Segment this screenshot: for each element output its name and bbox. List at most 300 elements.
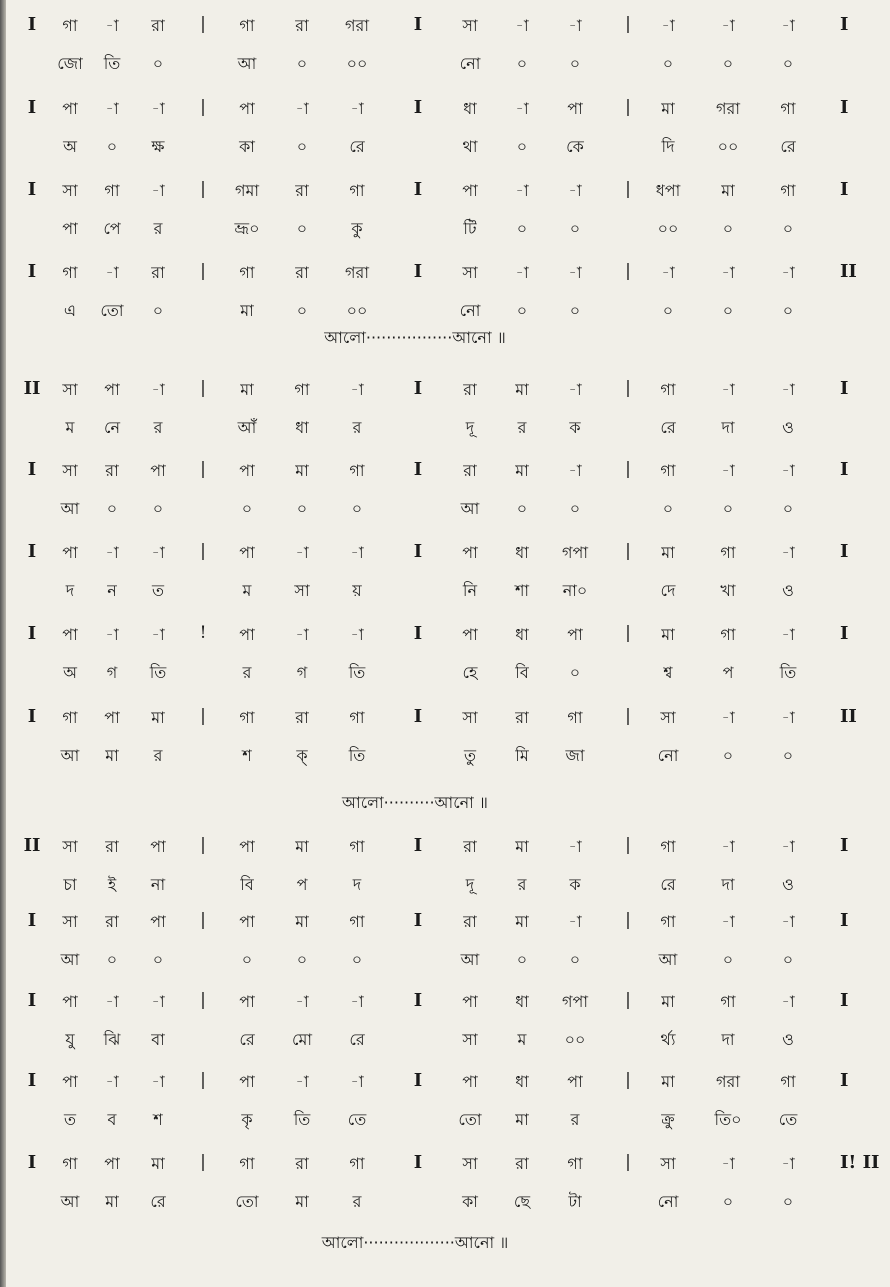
lyric-syllable: টি	[463, 219, 477, 238]
swara-note: গা	[239, 708, 255, 727]
lyric-syllable: তি	[779, 663, 797, 682]
bar-line: |	[625, 990, 631, 1010]
lyric-syllable: ০	[152, 301, 164, 320]
swara-note: মা	[295, 837, 309, 856]
lyric-syllable: ০	[516, 301, 528, 320]
bar-line: I	[27, 14, 37, 35]
lyric-syllable: ০	[722, 219, 734, 238]
lyric-syllable: ম	[65, 418, 75, 437]
swara-note: রা	[105, 461, 119, 480]
swara-note: -া	[105, 625, 119, 644]
swara-note: পা	[462, 1072, 478, 1091]
lyric-syllable: ০	[516, 137, 528, 156]
swara-note: রা	[295, 181, 309, 200]
bar-line: |	[625, 623, 631, 643]
lyric-syllable: মা	[295, 1192, 309, 1211]
bar-line: I	[27, 1152, 37, 1173]
swara-note: ধা	[463, 99, 477, 118]
swara-note: -া	[151, 380, 165, 399]
swara-note: গা	[349, 181, 365, 200]
lyric-syllable: তি	[293, 1110, 311, 1129]
lyric-syllable: মি	[515, 746, 529, 765]
swara-note: -া	[781, 16, 795, 35]
swara-note: গা	[62, 708, 78, 727]
swara-note: ধা	[515, 992, 529, 1011]
bar-line: I	[27, 910, 37, 931]
swara-note: -া	[568, 16, 582, 35]
bar-line: |	[200, 459, 206, 479]
swara-note: পা	[239, 992, 255, 1011]
lyric-syllable: দা	[721, 1030, 735, 1049]
swara-note: গা	[780, 1072, 796, 1091]
bar-line: |	[200, 990, 206, 1010]
swara-note: -া	[295, 625, 309, 644]
lyric-syllable: কা	[239, 137, 255, 156]
swara-note: সা	[62, 380, 78, 399]
bar-line: |	[625, 14, 631, 34]
lyric-syllable: ০	[782, 1192, 794, 1211]
swara-note: রা	[463, 380, 477, 399]
swara-note: পা	[104, 708, 120, 727]
swara-note: -া	[350, 543, 364, 562]
swara-note: -া	[151, 992, 165, 1011]
swara-note: পা	[462, 181, 478, 200]
lyric-syllable: তি	[103, 54, 121, 73]
swara-note: -া	[105, 263, 119, 282]
swara-note: গা	[62, 1154, 78, 1173]
lyric-syllable: অ	[63, 663, 77, 682]
swara-note: মা	[515, 461, 529, 480]
bar-line: I	[27, 179, 37, 200]
lyric-syllable: গ	[296, 663, 308, 682]
lyric-syllable: র	[352, 1192, 362, 1211]
swara-note: মা	[661, 1072, 675, 1091]
bar-line: I	[413, 706, 423, 727]
lyric-syllable: র	[570, 1110, 580, 1129]
lyric-syllable: প	[296, 875, 308, 894]
bar-line: I	[27, 706, 37, 727]
lyric-syllable: কু	[351, 219, 363, 238]
lyric-syllable: ০	[569, 219, 581, 238]
lyric-syllable: ০	[782, 499, 794, 518]
swara-note: মা	[295, 912, 309, 931]
swara-note: গা	[660, 461, 676, 480]
bar-line: |	[625, 378, 631, 398]
lyric-syllable: তি০	[714, 1110, 742, 1129]
lyric-syllable: দা	[721, 418, 735, 437]
lyric-syllable: আ	[460, 499, 480, 518]
lyric-syllable: আ	[60, 1192, 80, 1211]
swara-note: -া	[350, 1072, 364, 1091]
lyric-syllable: মো	[291, 1030, 313, 1049]
swara-note: -া	[781, 1154, 795, 1173]
swara-note: গপা	[562, 543, 588, 562]
lyric-syllable: সা	[294, 581, 310, 600]
lyric-syllable: ধা	[295, 418, 309, 437]
swara-note: পা	[150, 461, 166, 480]
lyric-syllable: ০	[782, 301, 794, 320]
lyric-syllable: ০	[569, 663, 581, 682]
swara-note: -া	[151, 99, 165, 118]
lyric-syllable: রে	[660, 875, 676, 894]
swara-note: পা	[567, 99, 583, 118]
lyric-syllable: ০	[569, 950, 581, 969]
lyric-syllable: দি	[661, 137, 675, 156]
swara-note: সা	[660, 708, 676, 727]
lyric-syllable: জো	[57, 54, 83, 73]
lyric-syllable: র	[153, 418, 163, 437]
swara-note: -া	[781, 837, 795, 856]
bar-line: |	[625, 541, 631, 561]
lyric-syllable: ভ্রূ০	[234, 219, 260, 238]
bar-line: I	[840, 378, 849, 399]
bar-line: I	[413, 14, 423, 35]
swara-note: পা	[239, 1072, 255, 1091]
lyric-syllable: ক্ষ	[151, 137, 165, 156]
swara-note: রা	[151, 263, 165, 282]
lyric-syllable: আ	[237, 54, 257, 73]
bar-line: II	[23, 378, 41, 399]
bar-line: |	[200, 261, 206, 281]
swara-note: ধা	[515, 625, 529, 644]
bar-line: I	[840, 459, 849, 480]
swara-note: -া	[781, 992, 795, 1011]
swara-note: -া	[105, 543, 119, 562]
lyric-syllable: ০	[106, 137, 118, 156]
bar-line: II	[840, 261, 857, 282]
swara-note: গা	[104, 181, 120, 200]
bar-line: !	[199, 623, 207, 643]
swara-note: গা	[720, 625, 736, 644]
swara-note: পা	[239, 461, 255, 480]
lyric-syllable: পে	[103, 219, 121, 238]
swara-note: রা	[515, 1154, 529, 1173]
lyric-syllable: ০	[241, 499, 253, 518]
lyric-syllable: অ	[63, 137, 77, 156]
lyric-syllable: র	[352, 418, 362, 437]
bar-line: I	[840, 910, 849, 931]
lyric-syllable: তি	[348, 746, 366, 765]
lyric-syllable: ম	[242, 581, 252, 600]
lyric-syllable: আ	[460, 950, 480, 969]
swara-note: -া	[105, 992, 119, 1011]
swara-note: -া	[350, 99, 364, 118]
swara-note: -া	[781, 708, 795, 727]
swara-note: -া	[661, 16, 675, 35]
lyric-syllable: কে	[566, 137, 584, 156]
lyric-syllable: র	[517, 418, 527, 437]
bar-line: |	[200, 835, 206, 855]
lyric-syllable: থা	[462, 137, 478, 156]
lyric-syllable: র	[153, 219, 163, 238]
swara-note: মা	[295, 461, 309, 480]
swara-note: গা	[567, 1154, 583, 1173]
bar-line: |	[200, 97, 206, 117]
swara-note: পা	[239, 912, 255, 931]
lyric-syllable: আ	[60, 950, 80, 969]
swara-note: গা	[294, 380, 310, 399]
lyric-syllable: নো	[459, 54, 481, 73]
refrain-line: আলো··········আনো ॥	[342, 793, 488, 812]
bar-line: |	[625, 1070, 631, 1090]
lyric-syllable: এ	[63, 301, 77, 320]
lyric-syllable: ০	[662, 54, 674, 73]
lyric-syllable: মা	[105, 1192, 119, 1211]
bar-line: |	[625, 97, 631, 117]
swara-note: -া	[781, 380, 795, 399]
swara-note: মা	[515, 837, 529, 856]
swara-note: পা	[567, 1072, 583, 1091]
lyric-syllable: ০	[782, 219, 794, 238]
lyric-syllable: তো	[100, 301, 124, 320]
lyric-syllable: ম	[517, 1030, 527, 1049]
refrain-line: আলো··················আনো ॥	[321, 1233, 509, 1252]
lyric-syllable: ০	[722, 1192, 734, 1211]
lyric-syllable: দা	[721, 875, 735, 894]
lyric-syllable: ক্রু	[661, 1110, 675, 1129]
swara-note: গা	[660, 837, 676, 856]
lyric-syllable: ০০	[717, 137, 739, 156]
bar-line: I	[413, 990, 423, 1011]
lyric-syllable: ও	[782, 418, 794, 437]
lyric-syllable: ০	[516, 499, 528, 518]
swara-note: -া	[721, 708, 735, 727]
bar-line: |	[200, 1070, 206, 1090]
bar-line: I	[840, 623, 849, 644]
swara-note: -া	[568, 837, 582, 856]
lyric-syllable: ০	[351, 950, 363, 969]
lyric-syllable: গ	[106, 663, 118, 682]
lyric-syllable: ০	[351, 499, 363, 518]
swara-note: গা	[239, 263, 255, 282]
lyric-syllable: ০০	[657, 219, 679, 238]
lyric-syllable: নো	[657, 746, 679, 765]
lyric-syllable: ই	[107, 875, 117, 894]
swara-note: পা	[462, 625, 478, 644]
lyric-syllable: কৃ	[241, 1110, 253, 1129]
swara-note: -া	[295, 543, 309, 562]
lyric-syllable: তু	[463, 746, 477, 765]
swara-note: সা	[462, 708, 478, 727]
swara-note: গা	[349, 708, 365, 727]
lyric-syllable: র্থ্য	[660, 1030, 676, 1049]
bar-line: I! II	[840, 1152, 880, 1173]
swara-note: রা	[105, 912, 119, 931]
lyric-syllable: দূ	[465, 875, 475, 894]
bar-line: II	[23, 835, 41, 856]
swara-note: -া	[721, 16, 735, 35]
swara-note: গা	[720, 543, 736, 562]
lyric-syllable: শ	[242, 746, 252, 765]
lyric-syllable: তে	[778, 1110, 798, 1129]
swara-note: -া	[515, 181, 529, 200]
lyric-syllable: ০	[722, 54, 734, 73]
swara-note: -া	[350, 625, 364, 644]
lyric-syllable: ০	[516, 950, 528, 969]
swara-note: মা	[661, 543, 675, 562]
lyric-syllable: রে	[239, 1030, 255, 1049]
swara-note: রা	[105, 837, 119, 856]
lyric-syllable: দ	[65, 581, 75, 600]
swara-note: গা	[780, 181, 796, 200]
lyric-syllable: শা	[514, 581, 530, 600]
bar-line: |	[625, 706, 631, 726]
lyric-syllable: কা	[462, 1192, 478, 1211]
swara-note: গা	[62, 263, 78, 282]
lyric-syllable: রে	[349, 1030, 365, 1049]
swara-note: সা	[62, 837, 78, 856]
lyric-syllable: র	[242, 663, 252, 682]
lyric-syllable: তে	[347, 1110, 367, 1129]
swara-note: পা	[567, 625, 583, 644]
swara-note: পা	[462, 543, 478, 562]
bar-line: I	[840, 97, 849, 118]
swara-note: -া	[151, 625, 165, 644]
lyric-syllable: ও	[782, 581, 794, 600]
swara-note: গা	[239, 16, 255, 35]
bar-line: I	[840, 835, 849, 856]
lyric-syllable: ০	[296, 137, 308, 156]
bar-line: |	[625, 459, 631, 479]
bar-line: I	[413, 910, 423, 931]
swara-note: পা	[239, 625, 255, 644]
swara-note: রা	[295, 1154, 309, 1173]
swara-note: গা	[349, 912, 365, 931]
swara-note: -া	[295, 992, 309, 1011]
lyric-syllable: ০	[152, 54, 164, 73]
bar-line: I	[413, 541, 423, 562]
swara-note: -া	[105, 1072, 119, 1091]
swara-note: গরা	[716, 1072, 740, 1091]
swara-note: গমা	[234, 181, 260, 200]
lyric-syllable: ০	[106, 499, 118, 518]
lyric-syllable: মা	[240, 301, 254, 320]
swara-note: রা	[151, 16, 165, 35]
swara-note: পা	[150, 837, 166, 856]
lyric-syllable: তি	[149, 663, 167, 682]
swara-note: গা	[239, 1154, 255, 1173]
bar-line: I	[27, 459, 37, 480]
lyric-syllable: ০	[296, 219, 308, 238]
lyric-syllable: রে	[150, 1192, 166, 1211]
swara-note: ধপা	[655, 181, 681, 200]
lyric-syllable: বি	[515, 663, 529, 682]
swara-note: মা	[151, 708, 165, 727]
swara-note: -া	[151, 543, 165, 562]
swara-note: পা	[239, 99, 255, 118]
lyric-syllable: ০০	[346, 301, 368, 320]
lyric-syllable: নি	[462, 581, 478, 600]
swara-note: -া	[781, 912, 795, 931]
lyric-syllable: রে	[660, 418, 676, 437]
bar-line: I	[413, 1152, 423, 1173]
lyric-syllable: রে	[349, 137, 365, 156]
swara-note: সা	[62, 461, 78, 480]
lyric-syllable: ০	[722, 499, 734, 518]
bar-line: |	[200, 14, 206, 34]
bar-line: I	[413, 261, 423, 282]
swara-note: মা	[661, 992, 675, 1011]
book-spine-shadow	[0, 0, 6, 1287]
swara-note: -া	[568, 181, 582, 200]
swara-note: পা	[62, 1072, 78, 1091]
lyric-syllable: ছে	[513, 1192, 531, 1211]
bar-line: I	[27, 97, 37, 118]
lyric-syllable: ০	[241, 950, 253, 969]
swara-note: রা	[463, 461, 477, 480]
swara-note: গপা	[562, 992, 588, 1011]
swara-note: গা	[349, 1154, 365, 1173]
bar-line: I	[840, 990, 849, 1011]
bar-line: |	[625, 1152, 631, 1172]
swara-note: পা	[104, 380, 120, 399]
lyric-syllable: ও	[782, 875, 794, 894]
swara-note: -া	[515, 16, 529, 35]
lyric-syllable: ০	[106, 950, 118, 969]
lyric-syllable: ০০	[564, 1030, 586, 1049]
lyric-syllable: ক্	[296, 746, 308, 765]
swara-note: সা	[462, 16, 478, 35]
bar-line: I	[840, 541, 849, 562]
swara-note: -া	[515, 263, 529, 282]
lyric-syllable: ও	[782, 1030, 794, 1049]
swara-note: -া	[721, 912, 735, 931]
lyric-syllable: রে	[780, 137, 796, 156]
lyric-syllable: আঁ	[237, 418, 257, 437]
bar-line: I	[413, 378, 423, 399]
swara-note: সা	[462, 263, 478, 282]
swara-note: রা	[463, 837, 477, 856]
swara-note: পা	[62, 99, 78, 118]
lyric-syllable: দে	[660, 581, 676, 600]
lyric-syllable: সা	[462, 1030, 478, 1049]
swara-note: গা	[349, 837, 365, 856]
lyric-syllable: প	[722, 663, 734, 682]
swara-note: -া	[350, 992, 364, 1011]
lyric-syllable: নে	[103, 418, 121, 437]
lyric-syllable: ক	[569, 418, 581, 437]
lyric-syllable: পা	[62, 219, 78, 238]
lyric-syllable: ০০	[346, 54, 368, 73]
lyric-syllable: না	[150, 875, 166, 894]
lyric-syllable: নো	[657, 1192, 679, 1211]
swara-note: -া	[781, 543, 795, 562]
lyric-syllable: আ	[60, 499, 80, 518]
lyric-syllable: ০	[662, 301, 674, 320]
swara-note: -া	[781, 625, 795, 644]
swara-note: গরা	[345, 263, 369, 282]
lyric-syllable: ০	[296, 301, 308, 320]
swara-note: -া	[295, 1072, 309, 1091]
swara-note: -া	[721, 380, 735, 399]
swara-note: গা	[660, 912, 676, 931]
swara-note: গরা	[345, 16, 369, 35]
swara-note: সা	[660, 1154, 676, 1173]
lyric-syllable: ০	[782, 950, 794, 969]
lyric-syllable: য়	[352, 581, 362, 600]
lyric-syllable: জা	[565, 746, 585, 765]
swara-note: -া	[721, 461, 735, 480]
swara-note: -া	[151, 1072, 165, 1091]
lyric-syllable: মা	[105, 746, 119, 765]
lyric-syllable: মা	[515, 1110, 529, 1129]
swara-note: -া	[151, 181, 165, 200]
bar-line: I	[840, 179, 849, 200]
bar-line: |	[200, 910, 206, 930]
swara-note: -া	[781, 461, 795, 480]
lyric-syllable: ০	[569, 301, 581, 320]
lyric-syllable: হে	[462, 663, 478, 682]
